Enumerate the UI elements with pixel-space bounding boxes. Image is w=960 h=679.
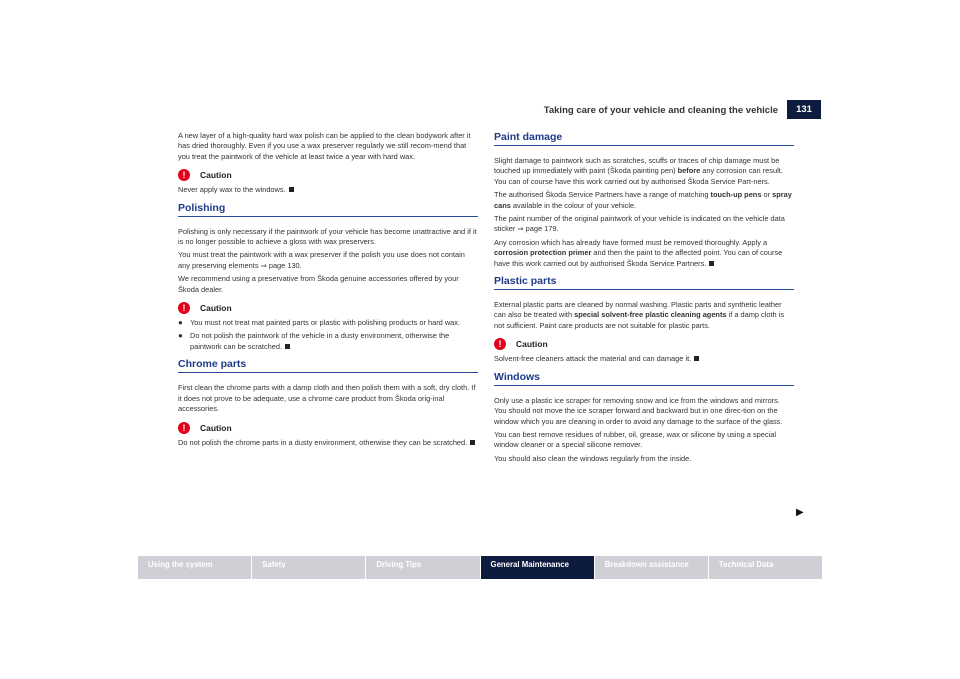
tab-technical-data[interactable]: Technical Data — [709, 556, 822, 579]
caution-bullet-content: Do not polish the paintwork of the vehicle in a dusty environment, otherwise the paintwork can be scratched. — [190, 331, 450, 351]
caution-text — [178, 438, 478, 448]
section-heading-polishing: Polishing — [178, 202, 478, 217]
caution-text-content: Never apply wax to the windows. — [178, 185, 286, 195]
paint-paragraph — [494, 238, 794, 269]
caution-text-content: Solvent-free cleaners attack the material and can damage it. — [494, 354, 692, 364]
text-run: available in the colour of your vehicle. — [510, 200, 637, 210]
windows-paragraph: You should also clean the windows regularly from the inside. — [494, 453, 692, 463]
tab-using-the-system[interactable]: Using the system — [138, 556, 251, 579]
caution-label: Caution — [200, 422, 232, 433]
next-page-arrow-icon[interactable]: ▶ — [796, 507, 804, 518]
tab-safety[interactable]: Safety — [252, 556, 365, 579]
tab-driving-tips[interactable]: Driving Tips — [366, 556, 479, 579]
tab-general-maintenance[interactable]: General Maintenance — [481, 556, 594, 579]
text-run: External plastic parts are cleaned by normal washing. Plastic parts and synthetic leather can also be treated with — [494, 300, 782, 320]
text-run: any corrosion can result. You can of course have this work carried out by authorised Škoda Service Part-ners. — [494, 166, 783, 186]
caution-label: Caution — [200, 170, 232, 181]
caution-bullet-text — [190, 331, 478, 352]
page-ref-arrow-icon: ⇒ — [517, 224, 524, 234]
chrome-paragraph: First clean the chrome parts with a damp cloth and then polish them with a soft, dry cloth. If it does not prove to be adequate, use a chrome care product from Škoda orig-inal accessories. — [178, 383, 476, 414]
right-column — [494, 131, 794, 467]
section-heading-chrome-parts: Chrome parts — [178, 358, 478, 373]
page-number: 131 — [787, 100, 821, 119]
caution-box — [178, 422, 478, 434]
paint-paragraph — [494, 190, 794, 211]
caution-bullet — [178, 318, 478, 328]
windows-paragraph: You can best remove residues of rubber, oil, grease, wax or silicone by using a special window cleaner or a special silicone remover. — [494, 429, 776, 450]
paint-paragraph — [494, 156, 794, 187]
left-column — [178, 131, 478, 451]
bold-term: spray cans — [494, 190, 792, 210]
caution-box — [178, 169, 478, 181]
end-of-section-icon — [289, 187, 294, 192]
caution-bullet — [178, 331, 478, 352]
text-run: and then the paint to the affected point. You can of course have this work carried out by authorised Škoda Service Partners. — [494, 248, 783, 268]
end-of-section-icon — [285, 344, 290, 349]
caution-icon: ! — [178, 422, 190, 434]
footer-nav — [138, 556, 822, 579]
end-of-section-icon — [470, 440, 475, 445]
section-heading-plastic-parts: Plastic parts — [494, 275, 794, 290]
page-header-title: Taking care of your vehicle and cleaning the vehicle — [543, 105, 778, 116]
paint-paragraph — [494, 214, 794, 235]
caution-label: Caution — [200, 303, 232, 314]
tab-breakdown-assistance[interactable]: Breakdown assistance — [595, 556, 708, 579]
text-run: or — [761, 190, 773, 200]
page-reference-link[interactable]: page 130. — [266, 260, 302, 270]
bold-term: special solvent-free plastic cleaning agents — [574, 310, 727, 320]
polishing-paragraph: We recommend using a preservative from Škoda genuine accessories offered by your Škoda dealer. — [178, 274, 459, 294]
bold-term: corrosion protection primer — [494, 248, 592, 258]
bullet-icon: ● — [178, 318, 183, 328]
caution-text — [494, 354, 794, 364]
section-heading-paint-damage: Paint damage — [494, 131, 794, 146]
caution-icon: ! — [178, 169, 190, 181]
caution-text-content: Do not polish the chrome parts in a dusty environment, otherwise they can be scratched. — [178, 437, 468, 447]
caution-label: Caution — [516, 339, 548, 350]
bold-term: before — [677, 166, 701, 176]
bold-term: touch-up pens — [710, 190, 762, 200]
end-of-section-icon — [694, 356, 699, 361]
plastic-paragraph — [494, 300, 794, 331]
bullet-icon: ● — [178, 331, 183, 341]
caution-box — [178, 302, 478, 314]
text-run: Any corrosion which has already have formed must be removed thoroughly. Apply a — [494, 237, 768, 247]
caution-bullet-text: You must not treat mat painted parts or plastic with polishing products or hard wax. — [190, 318, 461, 328]
polishing-paragraph — [178, 250, 478, 271]
caution-text — [178, 185, 478, 195]
windows-paragraph: Only use a plastic ice scraper for removing snow and ice from the windows and mirrors. You should not move the ice scraper forward and backward but in one direc-tion on the window which you are cleaning in order to avoid any damage to the surface of the glass. — [494, 395, 783, 426]
text-run: if a damp cloth is not sufficient. Paint care products are not suitable for plastic parts. — [494, 310, 785, 330]
caution-icon: ! — [178, 302, 190, 314]
end-of-section-icon — [709, 261, 714, 266]
intro-paragraph: A new layer of a high-quality hard wax polish can be applied to the clean bodywork after it has dried thoroughly. Even if you use a wax preserver regularly we still recom-mend that you treat the paintwork of the vehicle at least twice a year with hard wax. — [178, 131, 471, 161]
caution-box — [494, 338, 794, 350]
polishing-text: You must treat the paintwork with a wax preserver if the polish you use does not contain any preserving elements — [178, 250, 465, 270]
text-run: Slight damage to paintwork such as scratches, scuffs or traces of chip damage must be touched up immediately with paint (Škoda painting pen) — [494, 156, 780, 176]
section-heading-windows: Windows — [494, 371, 794, 386]
text-run: The authorised Škoda Service Partners have a range of matching — [494, 190, 711, 200]
caution-icon: ! — [494, 338, 506, 350]
polishing-paragraph: Polishing is only necessary if the paintwork of your vehicle has become unattractive and if it is no longer possible to achieve a gloss with wax preservers. — [178, 226, 477, 247]
page-ref-arrow-icon: ⇒ — [260, 260, 267, 270]
page-reference-link[interactable]: page 179. — [523, 224, 559, 234]
text-run: The paint number of the original paintwork of your vehicle is indicated on the vehicle data sticker — [494, 214, 785, 234]
